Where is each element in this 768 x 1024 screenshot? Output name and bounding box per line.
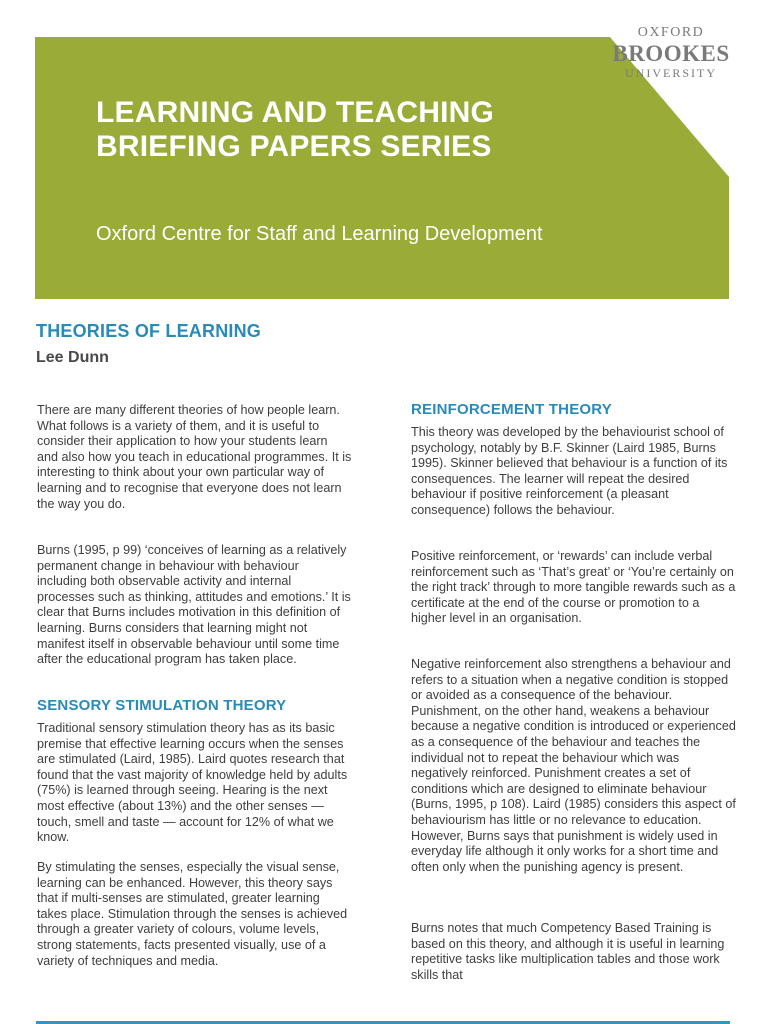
series-title bbox=[96, 96, 616, 164]
reinforcement-paragraph-1: This theory was developed by the behaviourist school of psychology, notably by B.F. Skinner (Laird 1985, Burns 1995). Skinner believed that behaviour is a function of its consequences. The learner will repeat the desired behaviour if positive reinforcement (a pleasant consequence) follows the behaviour. bbox=[411, 425, 728, 517]
intro-paragraph-2: Burns (1995, p 99) ‘conceives of learning as a relatively permanent change in behaviour with behaviour including both observable activity and internal processes such as thinking, attitudes and emotions.’ It is clear that Burns includes motivation in this definition of learning. Burns considers that learning might not manifest itself in observable behaviour until some time after the educational program has taken place. bbox=[37, 543, 351, 667]
logo-line-university: UNIVERSITY bbox=[625, 66, 717, 80]
reinforcement-paragraph-2: Positive reinforcement, or ‘rewards’ can include verbal reinforcement such as ‘That’s great’ or ‘You’re certainly on the right track’ through to more tangible rewards such as a certificate at the end of the course or promotion to a higher level in an organisation. bbox=[411, 549, 736, 626]
document-title: THEORIES OF LEARNING bbox=[36, 321, 262, 341]
logo-line-oxford: OXFORD bbox=[637, 25, 705, 40]
series-subtitle: Oxford Centre for Staff and Learning Development bbox=[96, 223, 543, 245]
sensory-paragraph-2: By stimulating the senses, especially the visual sense, learning can be enhanced. However, this theory says that if multi-senses are stimulated, greater learning takes place. Stimulation through the senses is achieved through a greater variety of colours, volume levels, strong statements, facts presented visually, use of a variety of techniques and media. bbox=[37, 860, 348, 968]
section-heading-reinforcement: REINFORCEMENT THEORY bbox=[411, 401, 612, 418]
section-heading-sensory: SENSORY STIMULATION THEORY bbox=[37, 697, 287, 714]
series-title-line-2: BRIEFING PAPERS SERIES bbox=[96, 130, 492, 163]
intro-paragraph-1: There are many different theories of how people learn. What follows is a variety of them, and it is useful to consider their application to how your students learn and also how you teach in educational programmes. It is interesting to think about your own particular way of learning and to recognise that everyone does not learn the way you do. bbox=[37, 403, 352, 511]
reinforcement-paragraph-4: Burns notes that much Competency Based Training is based on this theory, and although it is useful in learning repetitive tasks like multiplication tables and those work skills that bbox=[411, 921, 725, 982]
logo-line-brookes: BROOKES bbox=[612, 41, 730, 66]
reinforcement-paragraph-3: Negative reinforcement also strengthens a behaviour and refers to a situation when a negative condition is stopped or avoided as a consequence of the behaviour. Punishment, on the other hand, weakens a behaviour because a negative condition is introduced or experienced as a consequence of the behaviour and teaches the individual not to repeat the behaviour which was negatively reinforced. Punishment creates a set of conditions which are designed to eliminate behaviour (Burns, 1995, p 108). Laird (1985) considers this aspect of behaviourism has little or no relevance to education. However, Burns says that punishment is widely used in everyday life although it only works for a short time and often only when the punishing agency is present. bbox=[411, 657, 736, 874]
series-title-line-1: LEARNING AND TEACHING bbox=[96, 96, 495, 129]
university-logo bbox=[606, 24, 736, 80]
document-author: Lee Dunn bbox=[36, 349, 109, 366]
sensory-paragraph-1: Traditional sensory stimulation theory has as its basic premise that effective learning occurs when the senses are stimulated (Laird, 1985). Laird quotes research that found that the vast majority of knowledge held by adults (75%) is learned through seeing. Hearing is the next most effective (about 13%) and the other senses — touch, smell and taste — account for 12% of what we know. bbox=[37, 721, 348, 845]
